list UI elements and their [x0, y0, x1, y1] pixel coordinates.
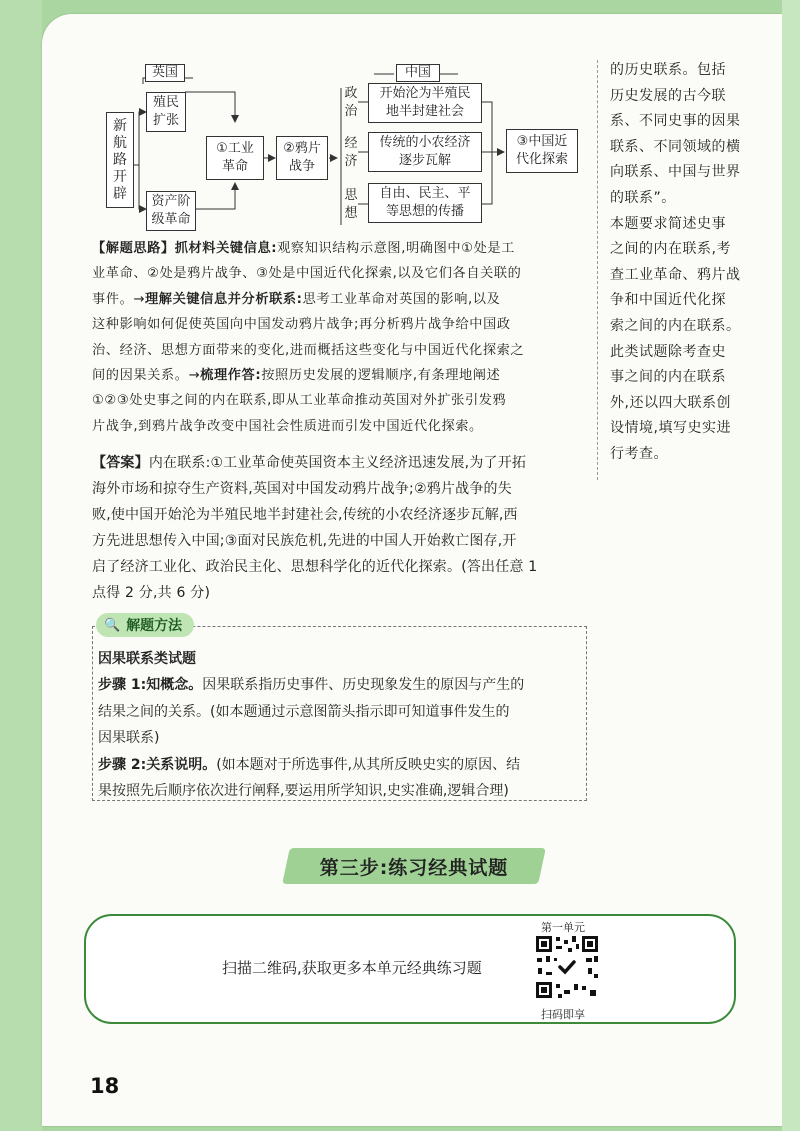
- sidebar-line: 向联系、中国与世界: [610, 164, 741, 181]
- method-line: [98, 699, 584, 725]
- uk-label: 英国: [145, 64, 185, 82]
- method-line: [98, 646, 584, 672]
- answer-line: [92, 528, 592, 554]
- analysis-line: [92, 261, 592, 286]
- qr-unit-label: 第一单元: [541, 921, 585, 934]
- sidebar-line: 的历史联系。包括: [610, 62, 726, 78]
- analysis-segment: 这种影响如何促使英国向中国发动鸦片战争;再分析鸦片战争给中国政: [92, 317, 511, 333]
- sidebar-line: 索之间的内在联系。: [610, 317, 741, 334]
- sidebar-note: [610, 58, 760, 468]
- method-line: [98, 752, 584, 778]
- sidebar-line: 此类试题除考查史: [610, 343, 726, 360]
- vertical-char: 航: [113, 134, 127, 151]
- sidebar-line: 的联系”。: [610, 189, 676, 206]
- analysis-segment: 梳理作答:: [200, 368, 262, 384]
- sidebar-line: 争和中国近代化探: [610, 292, 726, 309]
- analysis-line: [92, 363, 592, 388]
- method-tag-label: 解题方法: [126, 618, 183, 634]
- analysis-segment: 理解关键信息并分析联系:: [145, 291, 303, 307]
- bourgeois-line-1: 资产阶: [151, 194, 191, 209]
- politics-label: [343, 86, 359, 122]
- sidebar-line: 之间的内在联系,考: [610, 241, 731, 258]
- answer-segment: 启了经济工业化、政治民主化、思想科学化的近代化探索。(答出任意 1: [92, 559, 538, 575]
- economy-line-2: 逐步瓦解: [398, 153, 451, 168]
- method-segment: 因果联系): [98, 730, 160, 747]
- qr-scan-label: 扫码即享: [541, 1008, 585, 1021]
- thought-label: [343, 188, 359, 224]
- sidebar-line: 行考查。: [610, 445, 668, 462]
- analysis-segment: 治、经济、思想方面带来的变化,进而概括这些变化与中国近代化探索之: [92, 342, 525, 358]
- answer-line: [92, 580, 592, 606]
- step3-title: 第三步:练习经典试题: [319, 856, 509, 879]
- modern-line-1: ③中国近: [516, 134, 568, 149]
- qr-instruction: 扫描二维码,获取更多本单元经典练习题: [222, 959, 482, 977]
- thought-line-2: 等思想的传播: [385, 204, 464, 219]
- sidebar-divider: [597, 60, 599, 480]
- method-line: [98, 672, 584, 698]
- answer-line: [92, 476, 592, 502]
- sidebar-line: 系、不同史事的因果: [610, 113, 741, 130]
- modernization-box: [506, 129, 578, 173]
- analysis-segment: 按照历史发展的逻辑顺序,有条理地阐述: [261, 368, 501, 384]
- method-segment: (如本题对于所选事件,从其所反映史实的原因、结: [216, 756, 521, 773]
- analysis-segment: 业革命、②处是鸦片战争、③处是中国近代化探索,以及它们各自关联的: [92, 266, 522, 282]
- sidebar-line: 本题要求简述史事: [610, 215, 726, 232]
- colonial-line-1: 殖民: [152, 95, 179, 110]
- analysis-line: [92, 236, 592, 261]
- answer-line: [92, 450, 592, 476]
- politics-line-1: 开始沦为半殖民: [379, 86, 471, 101]
- opium-line-1: ②鸦片: [283, 141, 321, 156]
- bourgeois-revolution-box: [146, 191, 196, 231]
- method-segment: 因果联系类试题: [98, 651, 196, 667]
- answer-paragraph: [92, 450, 592, 606]
- bourgeois-line-2: 级革命: [151, 212, 191, 227]
- analysis-line: [92, 388, 592, 413]
- thought-line-1: 自由、民主、平: [379, 186, 471, 201]
- analysis-segment: ①②③处史事之间的内在联系,即从工业革命推动英国对外扩张引发鸦: [92, 393, 507, 409]
- method-segment: 步骤 2:关系说明。: [98, 756, 217, 773]
- modern-line-2: 代化探索: [515, 152, 568, 167]
- industrial-line-1: ①工业: [216, 141, 254, 156]
- sidebar-line: 联系、不同领域的横: [610, 138, 741, 155]
- vertical-char: 新: [113, 117, 127, 134]
- sidebar-line: 事之间的内在联系: [610, 369, 726, 386]
- method-line: [98, 778, 584, 804]
- vertical-char: 辟: [113, 185, 127, 202]
- answer-line: [92, 502, 592, 528]
- analysis-paragraph: [92, 236, 592, 439]
- label-char: 政: [344, 86, 358, 101]
- sidebar-line: 外,还以四大联系创: [610, 394, 731, 411]
- method-segment: 因果联系指历史事件、历史现象发生的原因与产生的: [202, 677, 525, 694]
- analysis-segment: 观察知识结构示意图,明确图中①处是工: [277, 241, 515, 256]
- label-char: 思: [344, 188, 358, 203]
- answer-segment: 败,使中国开始沦为半殖民地半封建社会,传统的小农经济逐步瓦解,西: [92, 507, 518, 523]
- label-char: 想: [344, 206, 358, 221]
- answer-segment: 方先进思想传入中国;③面对民族危机,先进的中国人开始救亡图存,开: [92, 533, 517, 549]
- sidebar-line: 历史发展的古今联: [610, 87, 726, 104]
- politics-line-2: 地半封建社会: [385, 104, 464, 119]
- sidebar-line: 设情境,填写史实进: [610, 420, 731, 437]
- page-number: 18: [90, 1074, 120, 1098]
- analysis-segment: 【解题思路】抓材料关键信息:: [92, 241, 278, 256]
- method-segment: 结果之间的关系。(如本题通过示意图箭头指示即可知道事件发生的: [98, 703, 510, 720]
- analysis-segment: 片战争,到鸦片战争改变中国社会性质进而引发中国近代化探索。: [92, 418, 483, 434]
- analysis-line: [92, 312, 592, 337]
- answer-segment: 海外市场和掠夺生产资料,英国对中国发动鸦片战争;②鸦片战争的失: [92, 481, 512, 497]
- qr-code-icon[interactable]: [534, 934, 600, 1000]
- thought-box: [368, 183, 482, 223]
- politics-box: [368, 83, 482, 123]
- analysis-segment: 事件。→: [92, 291, 146, 307]
- colonial-expansion-box: [146, 92, 186, 132]
- method-text: [98, 646, 584, 804]
- answer-segment: 内在联系:①工业革命使英国资本主义经济迅速发展,为了开拓: [148, 455, 527, 471]
- label-char: 治: [344, 104, 358, 119]
- china-label: 中国: [396, 64, 440, 82]
- opium-line-2: 战争: [288, 159, 315, 174]
- answer-segment: 【答案】: [92, 455, 149, 471]
- economy-box: [368, 132, 482, 172]
- colonial-line-2: 扩张: [152, 113, 179, 128]
- method-segment: 果按照先后顺序依次进行阐释,要运用所学知识,史实准确,逻辑合理): [98, 783, 509, 800]
- method-tag: [96, 613, 194, 637]
- opium-war-box: [276, 136, 328, 180]
- label-char: 经: [344, 136, 358, 151]
- method-segment: 步骤 1:知概念。: [98, 677, 203, 694]
- analysis-line: [92, 287, 592, 312]
- analysis-segment: 间的因果关系。→: [92, 368, 201, 384]
- analysis-line: [92, 414, 592, 439]
- label-char: 济: [344, 154, 358, 169]
- method-line: [98, 725, 584, 751]
- vertical-char: 开: [113, 168, 127, 185]
- economy-label: [343, 136, 359, 172]
- industrial-line-2: 革命: [221, 159, 248, 174]
- industrial-revolution-box: [206, 136, 264, 180]
- economy-line-1: 传统的小农经济: [379, 135, 471, 150]
- answer-line: [92, 554, 592, 580]
- magnifier-icon: 🔍: [104, 617, 121, 633]
- vertical-char: 路: [113, 151, 127, 168]
- analysis-segment: 思考工业革命对英国的影响,以及: [302, 291, 501, 307]
- analysis-line: [92, 338, 592, 363]
- new-sea-route-box: [106, 112, 134, 208]
- answer-segment: 点得 2 分,共 6 分): [92, 585, 211, 601]
- sidebar-line: 查工业革命、鸦片战: [610, 266, 741, 283]
